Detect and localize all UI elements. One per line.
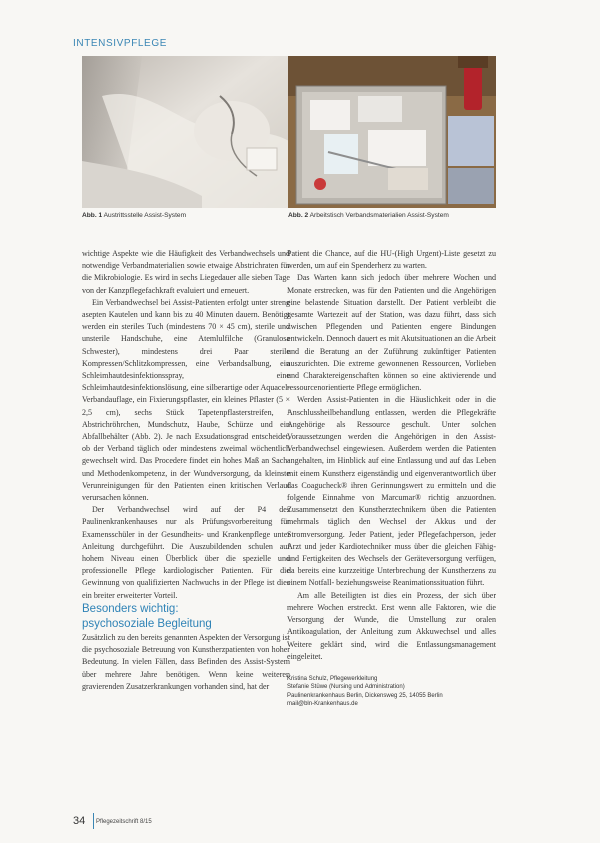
heading-line-2: psychosoziale Begleitung xyxy=(82,617,212,630)
figure-1-photo xyxy=(82,56,289,208)
paragraph: Ein Verbandwechsel bei Assist-Patienten erfolgt unter streng asepten Kautelen und kann bis zu 40 Minuten dauern. Benötigt werden ein steriles Tuch (mindestens 70 × 45 cm), sterile und unsterile Handschuhe, eine Atemlulfilche (Granulosa Schwester), mindestens drei Paar sterile Kompressen/Schlitzkompressen, eine Verbandsalbung, ein Schleimhautdesinfektionsspray, eine Schleimhautdesinfektionslösung, eine silberartige oder Aquacel-Verbandauflage, ein Fixierungspflaster, ein kleines Pflaster (5 × 2,5 cm), sechs Stück Tapetenpflasterstreifen, ¹ Abstrichröhrchen, Mundschutz, Haube, Schürze und ein Abfallbehälter (Abb. 2). Je nach Exsudationsgrad entscheidet, ob der Verband täglich oder mindestens zweimal wöchentlich gewechselt wird. Das Procedere findet ein hohes Maß an Sach- und Methodenkompetenz, in der Wundversorgung, da kleinste Verunreinigungen für den Patienten einen kritischen Verlauf verursachen können. xyxy=(82,297,290,503)
author-line: Kristina Schulz, Pflegewerkleitung xyxy=(287,675,378,682)
author-email: mail@bln-Krankenhaus.de xyxy=(287,701,358,708)
page-number: 34 xyxy=(73,815,86,827)
author-note xyxy=(287,675,496,709)
heading-line-1: Besonders wichtig: xyxy=(82,602,179,615)
figure-1-number: Abb. 1 xyxy=(82,212,103,219)
figure-1-text: Austrittsstelle Assist-System xyxy=(103,212,187,219)
figure-1-caption xyxy=(82,212,186,219)
figure-2-photo xyxy=(288,56,496,208)
paragraph: Das Warten kann sich jedoch über mehrere Wochen und Monate erstrecken, was für den Patienten und die Angehörigen eine belastende Situation darstellt. Der Patient verbleibt die gesamte Wartezeit auf der Station, was dazu führt, dass sich zwischen Pflegenden und Patienten engere Bindungen entwickeln. Dennoch dauert es mit Akutsituationen an die Arbeit und die Beratung an der Zuführung zukünftiger Patienten auszurichten. Die extreme gewonnenen Ressourcen, Vorlieben und Charaktereigenschaften können so eine aktivierende und ressourcenorientierte Pflege ermöglichen. xyxy=(287,273,496,393)
author-line: Paulinenkrankenhaus Berlin, Dickensweg 25, 14055 Berlin xyxy=(287,692,443,699)
figure-2-text: Arbeitstisch Verbandsmaterialien Assist-System xyxy=(309,212,449,219)
author-line: Stefanie Stüwe (Nursing und Administration) xyxy=(287,684,405,691)
paragraph: Zusätzlich zu den bereits genannten Aspekten der Versorgung ist die psychosoziale Betreuung von Kunstherzpatienten von hoher Bedeutung. In vielen Fällen, dass Befinden des Assist-System über mehrere Jahre benötigen. Wenn keine weiteren gravierenden Zusatzerkrankungen vorhanden sind, hat der xyxy=(82,632,290,691)
paragraph: Werden Assist-Patienten in die Häuslichkeit oder in die Anschlussheilbehandlung entlassen, werden die Pflegekräfte Angehörige als Ressource geschult. Unter solchen Voraussetzungen werden die Angehörigen in den Assist-Verbandwechsel eingewiesen. Außerdem werden die Patienten angehalten, im Hinblick auf eine Entlassung und auf das Leben mit einem Kunstherz eigenständig und eigenverantwortlich über das Coagucheck® ihren Gerinnungswert zu ermitteln und die folgende Einnahme von Marcumar® richtig anzuordnen. Zusammensetzt den Kunstherztechnikern üben die Patienten mehrmals täglich den Wechsel der Akkus und der Stromversorgung. Jeder Patient, jeder Pflegefachperson, jeder Arzt und jeder Kardiotechniker muss über die gleichen Fähig- und Fertigkeiten des Wechsels der Geräteversorgung verfügen, da bereits eine kurzzeitige Unterbrechung der Kunstherzens zu einem Notfall- beziehungsweise Reanimationssituation führt. xyxy=(287,395,496,588)
section-label: INTENSIVPFLEGE xyxy=(73,38,167,49)
figure-2-number: Abb. 2 xyxy=(288,212,309,219)
paragraph: Am alle Beteiligten ist dies ein Prozess, der sich über mehrere Wochen erstreckt. Erst wenn alle Faktoren, wie die Versorgung der Wunde, die Umstellung zur oralen Antikoagulation, der Anleitung zum Akkuwechsel und alles Weitere geklärt sind, wird die Entlassungsmanagement eingeleitet. xyxy=(287,590,496,661)
footer-divider xyxy=(93,813,94,829)
journal-name: Pflegezeitschrift 8/15 xyxy=(96,819,152,825)
paragraph: Der Verbandwechsel wird auf der P4 des Paulinenkrankenhauses nur als Prüfungsvorbereitung für Examensschüler in der Gesundheits- und Krankenpflege unter Anleitung durchgeführt. Die Auszubildenden schulen auf hohem Niveau einen Überblick über die spezielle und professionelle Pflege kardiologischer Patienten. Für die Gewinnung von qualifizierten Nachwuchs in der Pflege ist dies ein breiter erweiterter Vorteil. xyxy=(82,505,290,600)
paragraph: Patient die Chance, auf die HU-(High Urgent)-Liste gesetzt zu werden, um auf ein Spenderherz zu warten. xyxy=(287,249,496,271)
section-heading xyxy=(82,602,290,632)
figure-1-image xyxy=(82,56,289,208)
right-column xyxy=(287,248,496,709)
paragraph: wichtige Aspekte wie die Häufigkeit des Verbandwechsels und notwendige Verbandmaterialien sowie etwaige Abstrichraten für die Mikrobiologie. Es wird in sechs Liegedauer alle sieben Tage von der Kanzpflegefachkraft evaluiert und erneuert. xyxy=(82,249,290,295)
figure-2-image xyxy=(288,56,496,208)
left-column xyxy=(82,248,290,693)
figure-2-caption xyxy=(288,212,449,219)
